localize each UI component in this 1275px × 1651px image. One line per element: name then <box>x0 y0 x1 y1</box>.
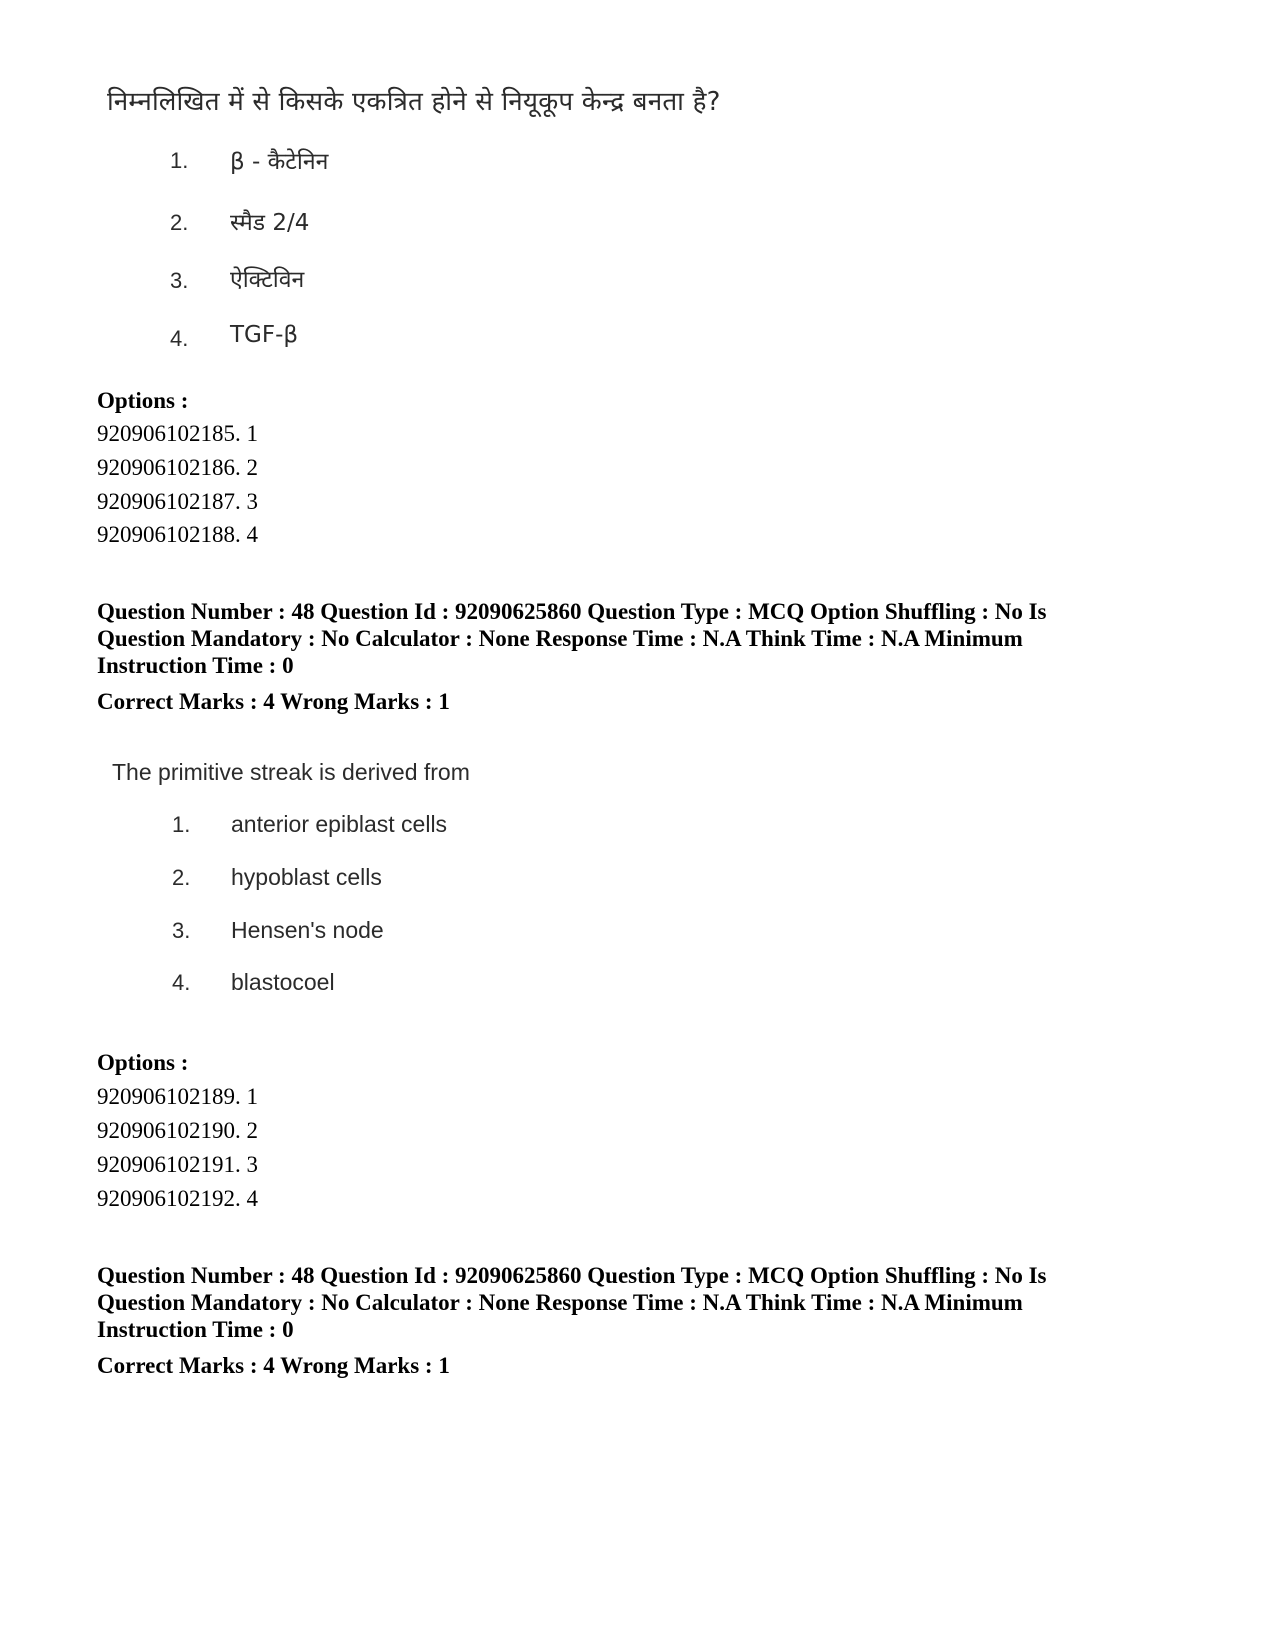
english-option-number: 3. <box>172 918 191 943</box>
options-label: Options : <box>97 388 189 413</box>
option-id: 920906102189. 1 <box>97 1084 258 1109</box>
option-id: 920906102185. 1 <box>97 421 258 446</box>
hindi-option-text: स्मैड 2/4 <box>230 210 310 236</box>
english-option-text: anterior epiblast cells <box>231 811 448 837</box>
marks-info: Correct Marks : 4 Wrong Marks : 1 <box>97 1353 450 1378</box>
hindi-option-number: 4. <box>170 326 189 351</box>
hindi-option-text: ऐक्टिविन <box>230 267 305 293</box>
english-option-text: blastocoel <box>231 969 335 995</box>
question-meta-line: Question Mandatory : No Calculator : None Response Time : N.A Think Time : N.A Minimum <box>97 1290 1023 1315</box>
options-label: Options : <box>97 1050 189 1075</box>
option-id: 920906102190. 2 <box>97 1118 258 1143</box>
hindi-option-number: 2. <box>170 210 189 235</box>
question-meta-line: Instruction Time : 0 <box>97 1317 294 1342</box>
question-meta <box>97 598 1217 679</box>
english-option-number: 4. <box>172 970 191 995</box>
option-id: 920906102191. 3 <box>97 1152 258 1177</box>
option-id: 920906102188. 4 <box>97 522 258 547</box>
hindi-option-number: 1. <box>170 148 189 173</box>
english-option-text: Hensen's node <box>231 917 384 943</box>
question-meta-line: Question Number : 48 Question Id : 92090625860 Question Type : MCQ Option Shuffling : No Is <box>97 599 1047 624</box>
option-id: 920906102187. 3 <box>97 489 258 514</box>
english-question-text: The primitive streak is derived from <box>112 759 470 785</box>
english-option-number: 2. <box>172 865 191 890</box>
hindi-question-text: निम्नलिखित में से किसके एकत्रित होने से नियूकूप केन्द्र बनता है? <box>107 87 721 117</box>
hindi-option-number: 3. <box>170 268 189 293</box>
english-option-number: 1. <box>172 812 191 837</box>
english-option-text: hypoblast cells <box>231 864 382 890</box>
hindi-option-text: TGF-β <box>230 322 299 348</box>
option-id: 920906102186. 2 <box>97 455 258 480</box>
hindi-option-text: β - कैटेनिन <box>230 149 329 175</box>
question-meta <box>97 1262 1217 1343</box>
question-meta-line: Question Mandatory : No Calculator : None Response Time : N.A Think Time : N.A Minimum <box>97 626 1023 651</box>
question-meta-line: Question Number : 48 Question Id : 92090625860 Question Type : MCQ Option Shuffling : No Is <box>97 1263 1047 1288</box>
option-id: 920906102192. 4 <box>97 1186 258 1211</box>
question-meta-line: Instruction Time : 0 <box>97 653 294 678</box>
marks-info: Correct Marks : 4 Wrong Marks : 1 <box>97 689 450 714</box>
